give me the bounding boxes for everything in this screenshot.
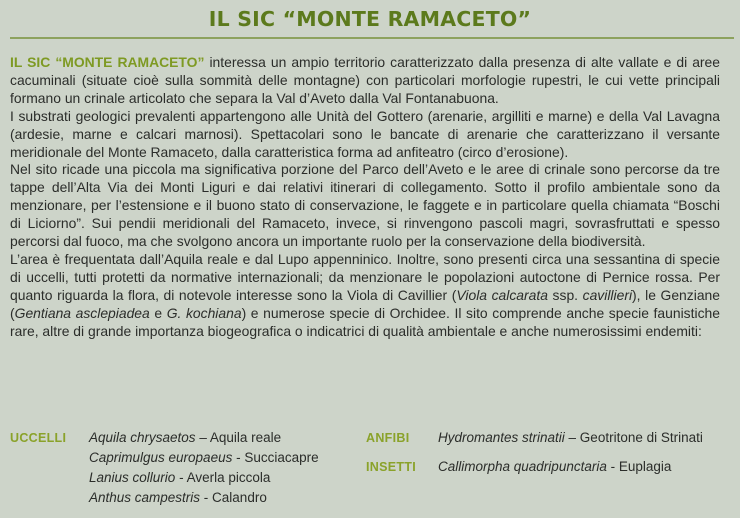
species-list-insetti: [438, 457, 671, 477]
species-latin: Callimorpha quadripunctaria: [438, 459, 607, 474]
list-item: [89, 468, 319, 488]
paragraph-4: [10, 251, 720, 341]
species-common: - Calandro: [200, 490, 267, 505]
species-name-viola: Viola calcarata: [456, 286, 548, 303]
category-uccelli: UCCELLI: [10, 431, 67, 445]
species-common: - Succiacapre: [232, 450, 319, 465]
intro-text: [10, 54, 720, 341]
paragraph-4-text-b: ssp.: [547, 286, 583, 303]
list-item: [89, 448, 319, 468]
species-common: - Averla piccola: [175, 470, 271, 485]
species-latin: Caprimulgus europaeus: [89, 450, 233, 465]
species-latin: Aquila chrysaetos: [89, 430, 196, 445]
species-latin: Hydromantes strinatii: [438, 430, 565, 445]
species-name-kochiana: G. kochiana: [166, 304, 242, 321]
species-common: – Aquila reale: [195, 430, 282, 445]
species-list-anfibi: [438, 428, 703, 448]
site-name-highlight: IL SIC “MONTE RAMACETO”: [10, 54, 205, 70]
paragraph-4-text-e: ) e numerose specie di Orchidee. Il sito comprende anche specie faunistiche rare, altre di grande importanza biogeografica o indicatrici di qualità ambientale e anche numerosissimi endemiti:: [10, 304, 720, 339]
list-item: [89, 428, 319, 448]
species-latin: Anthus campestris: [89, 490, 201, 505]
paragraph-3: Nel sito ricade una piccola ma significativa porzione del Parco dell’Aveto e le aree di crinale sono percorse da tre tappe dell’Alta Via dei Monti Liguri e dai relativi itinerari di collegamento. Sotto il profilo ambientale sono da menzionare, per l’estensione e il buono stato di conservazione, le faggete e in particolare quella chiamata “Boschi di Liciorno”. Sui pendii meridionali del Ramaceto, invece, si rinvengono pascoli magri, sovrasfruttati e spesso percorsi dal fuoco, ma che svolgono ancora un importante ruolo per la conservazione della biodiversità.: [10, 161, 720, 250]
list-item: [89, 488, 319, 508]
page-title: IL SIC “MONTE RAMACETO”: [208, 7, 532, 31]
species-latin: Lanius collurio: [89, 470, 176, 485]
species-common: – Geotritone di Strinati: [564, 430, 703, 445]
paragraph-1-text: interessa un ampio territorio caratterizzato dalla presenza di alte vallate e di aree cacuminali (situate cioè sulla sommità delle montagne) con particolari morfologie rupestri, le cui vette principali formano un crinale articolato che separa la Val d’Aveto dalla Val Fontanabuona.: [10, 54, 721, 106]
paragraph-2: I substrati geologici prevalenti appartengono alle Unità del Gottero (arenarie, argilliti e marne) e della Val Lavagna (ardesie, marne e calcari marnosi). Spettacolari sono le bancate di arenarie che caratterizzano il versante meridionale del Monte Ramaceto, dalla caratteristica forma ad anfiteatro (circo d’erosione).: [10, 107, 720, 160]
paragraph-4-text-a: L’area è frequentata dall’Aquila reale e dal Lupo appenninico. Inoltre, sono presenti circa una sessantina di specie di uccelli, tutti protetti da normative internazionali; da menzionare le popolazioni autoctone di Pernice rossa. Per quanto riguarda la flora, di notevole interesse sono la Viola di Cavillier (: [10, 250, 720, 303]
list-item: [438, 428, 703, 448]
species-name-gentiana: Gentiana asclepiadea: [14, 304, 150, 321]
species-common: - Euplagia: [606, 459, 672, 474]
species-list-uccelli: [89, 428, 319, 508]
subspecies-name: cavillieri: [582, 286, 633, 303]
paragraph-1: [10, 54, 720, 108]
category-anfibi: ANFIBI: [366, 431, 410, 445]
paragraph-4-text-c: ), le Genziane (: [10, 286, 720, 321]
paragraph-4-text-d: e: [149, 304, 167, 321]
list-item: [438, 457, 671, 477]
category-insetti: INSETTI: [366, 460, 417, 474]
title-divider: [10, 37, 734, 39]
